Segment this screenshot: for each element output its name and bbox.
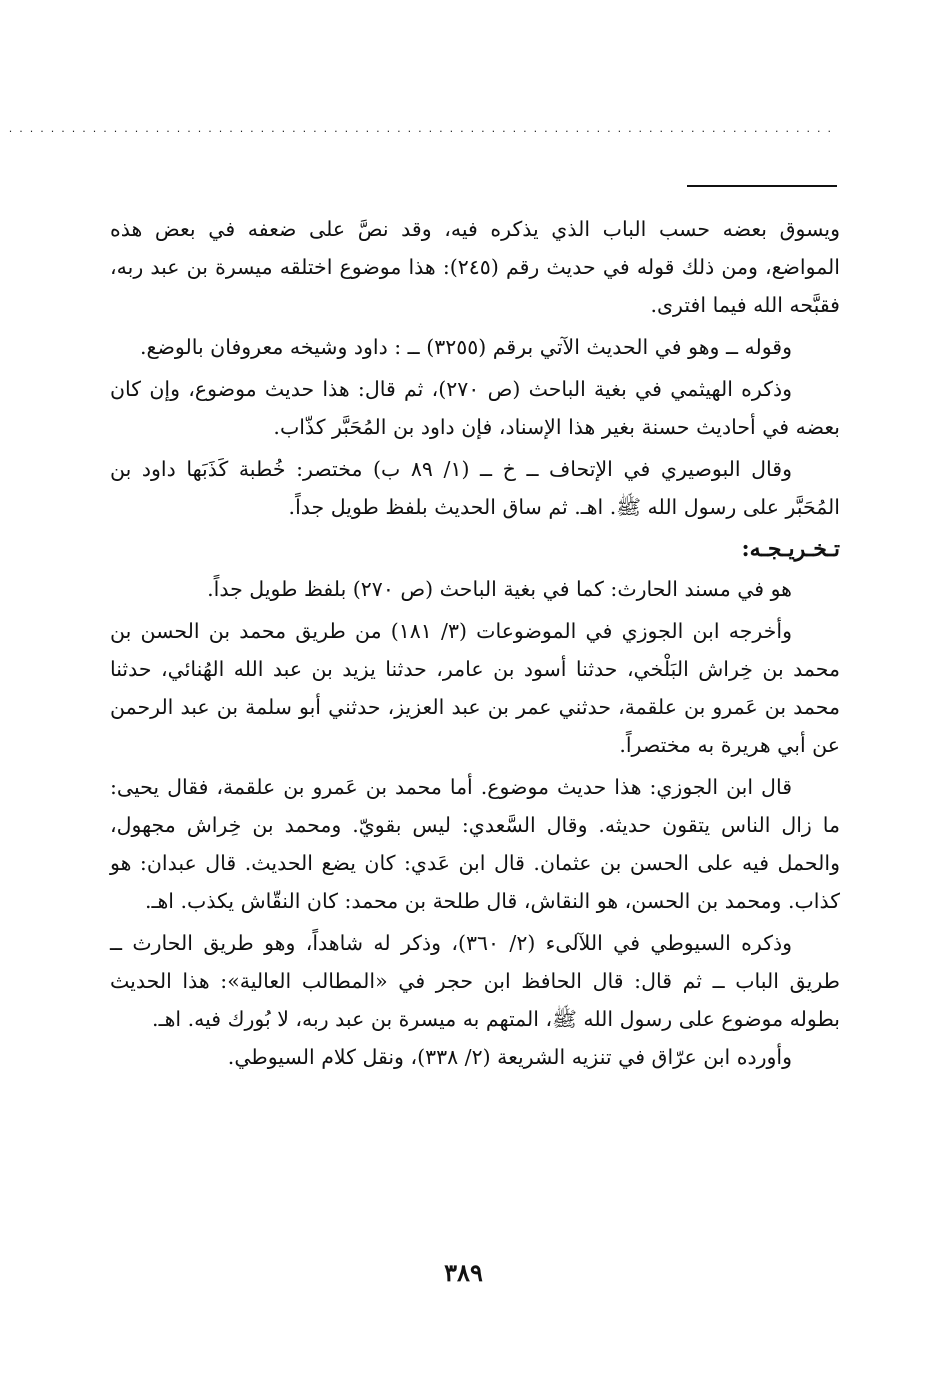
paragraph-4: وقال البوصيري في الإتحاف ــ خ ــ (١/ ٨٩ ب) مختصر: خُطبة كَذَبَها داود بن المُحَبَّر على رسول الله ﷺ. اهـ. ثم ساق الحديث بلفظ طويل جداً.: [110, 457, 840, 519]
body-text: [110, 210, 840, 1076]
paragraph-1: ويسوق بعضه حسب الباب الذي يذكره فيه، وقد نصَّ على ضعفه في بعض هذه المواضع، ومن ذلك قوله في حديث رقم (٢٤٥): هذا موضوع اختلقه ميسرة بن عبد ربه، فقبَّحه الله فيما افترى.: [110, 217, 840, 317]
dotted-separator: ...............................................................................: [8, 122, 838, 135]
paragraph-7: قال ابن الجوزي: هذا حديث موضوع. أما محمد بن عَمرو بن علقمة، فقال يحيى: ما زال الناس يتقون حديثه. وقال السَّعدي: ليس بقويّ. ومحمد بن خِراش مجهول، والحمل فيه على الحسن بن عثمان. قال ابن عَدي: كان يضع الحديث. قال عبدان: هو كذاب. ومحمد بن الحسن، هو النقاش، قال طلحة بن محمد: كان النقّاش يكذب. اهـ.: [110, 775, 840, 913]
paragraph-3: وذكره الهيثمي في بغية الباحث (ص ٢٧٠)، ثم قال: هذا حديث موضوع، وإن كان بعضه في أحاديث حسنة بغير هذا الإسناد، فإن داود بن المُحَبَّر كذّاب.: [110, 377, 840, 439]
paragraph-5: هو في مسند الحارث: كما في بغية الباحث (ص ٢٧٠) بلفظ طويل جداً.: [207, 577, 792, 601]
paragraph-6: وأخرجه ابن الجوزي في الموضوعات (٣/ ١٨١) من طريق محمد بن الحسن بن محمد بن خِراش البَلْخي، حدثنا أسود بن عامر، حدثنا يزيد بن عبد الله الهُنائي، حدثنا محمد بن عَمرو بن علقمة، حدثني عمر بن عبد العزيز، حدثني أبو سلمة بن عبد الرحمن عن أبي هريرة به مختصراً.: [110, 619, 840, 757]
paragraph-9: وأورده ابن عرّاق في تنزيه الشريعة (٢/ ٣٣٨)، ونقل كلام السيوطي.: [227, 1045, 792, 1069]
paragraph-2: وقوله ــ وهو في الحديث الآتي برقم (٣٢٥٥) ــ : داود وشيخه معروفان بالوضع.: [140, 335, 792, 359]
page-number: ٣٨٩: [444, 1258, 483, 1287]
footnote-rule: [687, 185, 837, 187]
paragraph-8: وذكره السيوطي في اللآلىء (٢/ ٣٦٠)، وذكر له شاهداً، وهو طريق الحارث ــ طريق الباب ــ ثم قال: قال الحافظ ابن حجر في «المطالب العالية»: هذا الحديث بطوله موضوع على رسول الله ﷺ، المتهم به ميسرة بن عبد ربه، لا بُورك فيه. اهـ.: [110, 931, 840, 1031]
section-heading: تـخـريـجـه:: [741, 536, 840, 562]
